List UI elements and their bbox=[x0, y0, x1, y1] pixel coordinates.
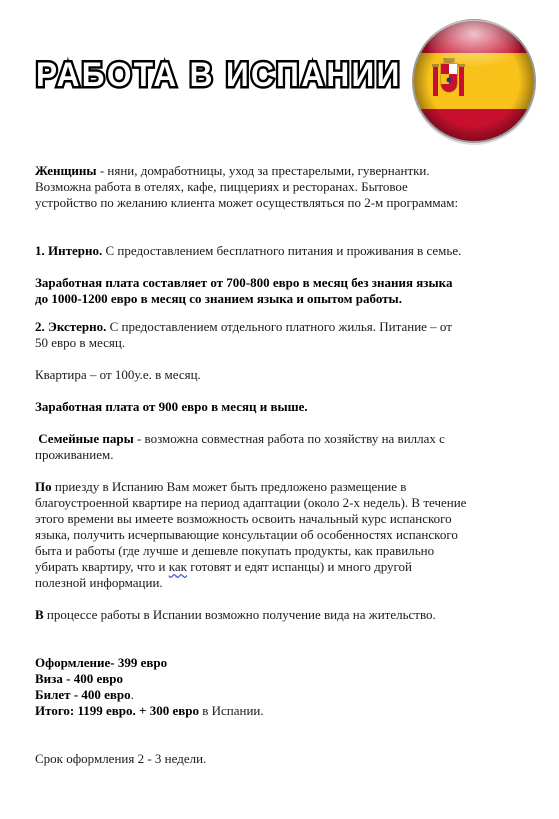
residence-paragraph: В процессе работы в Испании возможно получение вида на жительство. bbox=[35, 607, 436, 622]
cost-total: Итого: 1199 евро. + 300 евро bbox=[35, 703, 199, 718]
program1-label: 1. Интерно. bbox=[35, 243, 103, 258]
salary2-paragraph: Заработная плата от 900 евро в месяц и выше. bbox=[35, 399, 308, 414]
program2-label: 2. Экстерно. bbox=[35, 319, 107, 334]
women-label: Женщины bbox=[35, 163, 97, 178]
spellcheck-word: как bbox=[168, 559, 187, 574]
program2-paragraph: 2. Экстерно. С предоставлением отдельного платного жилья. Питание – от 50 евро в месяц. bbox=[35, 319, 452, 350]
term-paragraph: Срок оформления 2 - 3 недели. bbox=[35, 751, 207, 766]
couples-paragraph: Семейные пары - возможна совместная работа по хозяйству на виллах с проживанием. bbox=[35, 431, 445, 462]
women-paragraph: Женщины - няни, домработницы, уход за престарелыми, гувернантки. Возможна работа в отелях, кафе, пиццериях и ресторанах. Бытовое устройство по желанию клиента может осуществляться по 2-м программам: bbox=[35, 163, 459, 210]
couples-label: Семейные пары bbox=[38, 431, 134, 446]
spain-flag-badge-icon bbox=[409, 16, 539, 146]
program1-paragraph: 1. Интерно. С предоставлением бесплатного питания и проживания в семье. bbox=[35, 243, 462, 258]
cost-visa: Виза - 400 евро bbox=[35, 671, 123, 686]
page-title: РАБОТА В ИСПАНИИ bbox=[36, 56, 402, 94]
apartment-paragraph: Квартира – от 100у.е. в месяц. bbox=[35, 367, 201, 382]
costs-block: Оформление- 399 евро Виза - 400 евро Билет - 400 евро. Итого: 1199 евро. + 300 евро в Испании. bbox=[35, 655, 264, 718]
salary1-paragraph: Заработная плата составляет от 700-800 евро в месяц без знания языка до 1000-1200 евро в месяц со знанием языка и опытом работы. bbox=[35, 275, 453, 306]
cost-ticket: Билет - 400 евро bbox=[35, 687, 131, 702]
document-body bbox=[35, 163, 535, 767]
cost-processing: Оформление- 399 евро bbox=[35, 655, 168, 670]
arrival-paragraph: По приезду в Испанию Вам может быть предложено размещение в благоустроенной квартире на период адаптации (около 2-х недель). В течение этого времени вы имеете возможность освоить начальный курс испанского языка, получить исчерпывающие консультации об особенностях испанского быта и работы (где лучше и дешевле покупать продукты, как правильно убирать квартиру, что и как готовят и едят испанцы) и много другой полезной информации. bbox=[35, 479, 467, 590]
